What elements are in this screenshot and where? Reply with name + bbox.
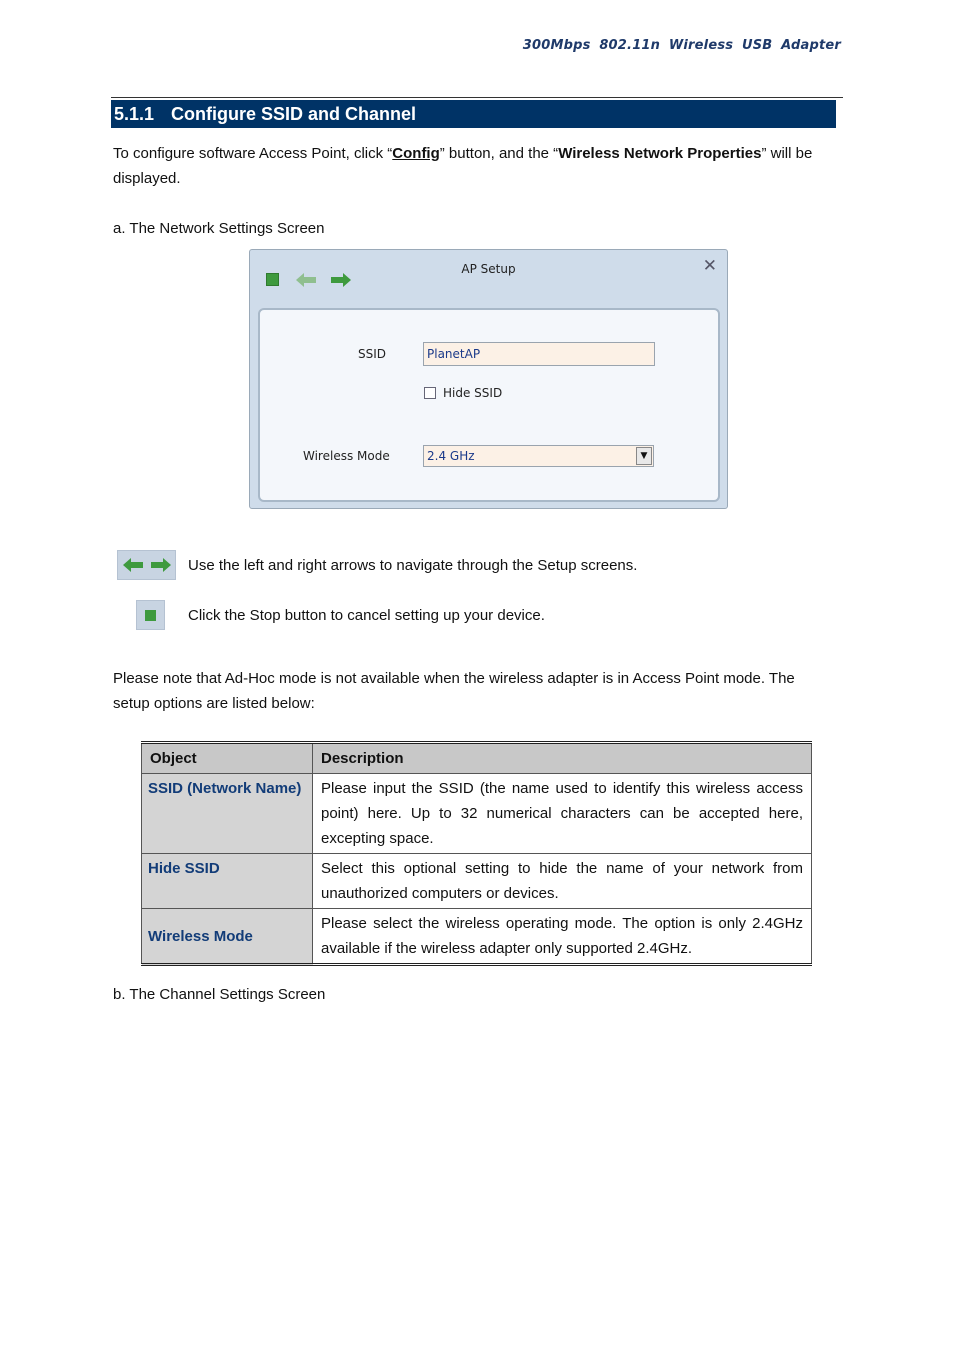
table-row bbox=[142, 774, 812, 854]
wireless-mode-value: 2.4 GHz bbox=[427, 449, 475, 463]
section-number: 5.1.1 bbox=[114, 104, 155, 124]
intro-paragraph bbox=[113, 141, 843, 191]
ssid-input[interactable]: PlanetAP bbox=[423, 342, 655, 366]
stop-legend-icon bbox=[145, 610, 156, 621]
object-cell: SSID (Network Name) bbox=[142, 774, 313, 854]
section-title: Configure SSID and Channel bbox=[171, 104, 417, 124]
running-header: 300Mbps 802.11n Wireless USB Adapter bbox=[522, 38, 841, 53]
close-icon[interactable]: ✕ bbox=[702, 256, 717, 276]
wireless-network-properties-text: Wireless Network Properties bbox=[558, 145, 762, 162]
arrows-legend-text: Use the left and right arrows to navigate through the Setup screens. bbox=[188, 557, 638, 574]
wireless-mode-select[interactable] bbox=[423, 445, 654, 467]
column-header-object: Object bbox=[142, 743, 313, 774]
dialog-content-panel bbox=[258, 308, 720, 502]
hide-ssid-label: Hide SSID bbox=[443, 386, 503, 400]
options-table bbox=[141, 741, 812, 966]
intro-text-2: ” button, and the “ bbox=[439, 145, 559, 162]
caption-network-settings: a. The Network Settings Screen bbox=[113, 220, 325, 237]
chevron-down-icon[interactable]: ▼ bbox=[636, 447, 652, 465]
column-header-description: Description bbox=[313, 743, 812, 774]
object-cell: Wireless Mode bbox=[142, 909, 313, 965]
description-cell: Please input the SSID (the name used to identify this wireless access point) here. Up to 32 numerical characters can be accepted here, excepting space. bbox=[313, 774, 812, 854]
object-cell: Hide SSID bbox=[142, 854, 313, 909]
ap-setup-dialog bbox=[249, 249, 728, 509]
table-row bbox=[142, 909, 812, 965]
intro-text-3: ” will be displayed. bbox=[113, 145, 813, 187]
config-link[interactable]: Config bbox=[392, 145, 440, 162]
note-paragraph: Please note that Ad-Hoc mode is not available when the wireless adapter is in Access Point mode. The setup options are listed below: bbox=[113, 670, 795, 712]
table-row bbox=[142, 854, 812, 909]
arrows-legend-icon bbox=[117, 550, 176, 580]
ssid-label: SSID bbox=[358, 347, 387, 361]
stop-legend-box bbox=[136, 600, 165, 630]
dialog-title: AP Setup bbox=[461, 262, 516, 276]
intro-text-1: To configure software Access Point, click “ bbox=[113, 145, 393, 162]
table-header-row bbox=[142, 743, 812, 774]
description-cell: Please select the wireless operating mode. The option is only 2.4GHz available if the wireless adapter only supported 2.4GHz. bbox=[313, 909, 812, 965]
description-cell: Select this optional setting to hide the name of your network from unauthorized computers or devices. bbox=[313, 854, 812, 909]
section-heading bbox=[111, 100, 836, 128]
stop-legend-text: Click the Stop button to cancel setting up your device. bbox=[188, 607, 545, 624]
hide-ssid-checkbox[interactable] bbox=[424, 387, 436, 399]
left-arrow-icon bbox=[122, 558, 144, 572]
caption-channel-settings: b. The Channel Settings Screen bbox=[113, 986, 326, 1003]
wireless-mode-label: Wireless Mode bbox=[303, 449, 390, 463]
right-arrow-icon bbox=[150, 558, 172, 572]
header-rule bbox=[111, 97, 843, 98]
